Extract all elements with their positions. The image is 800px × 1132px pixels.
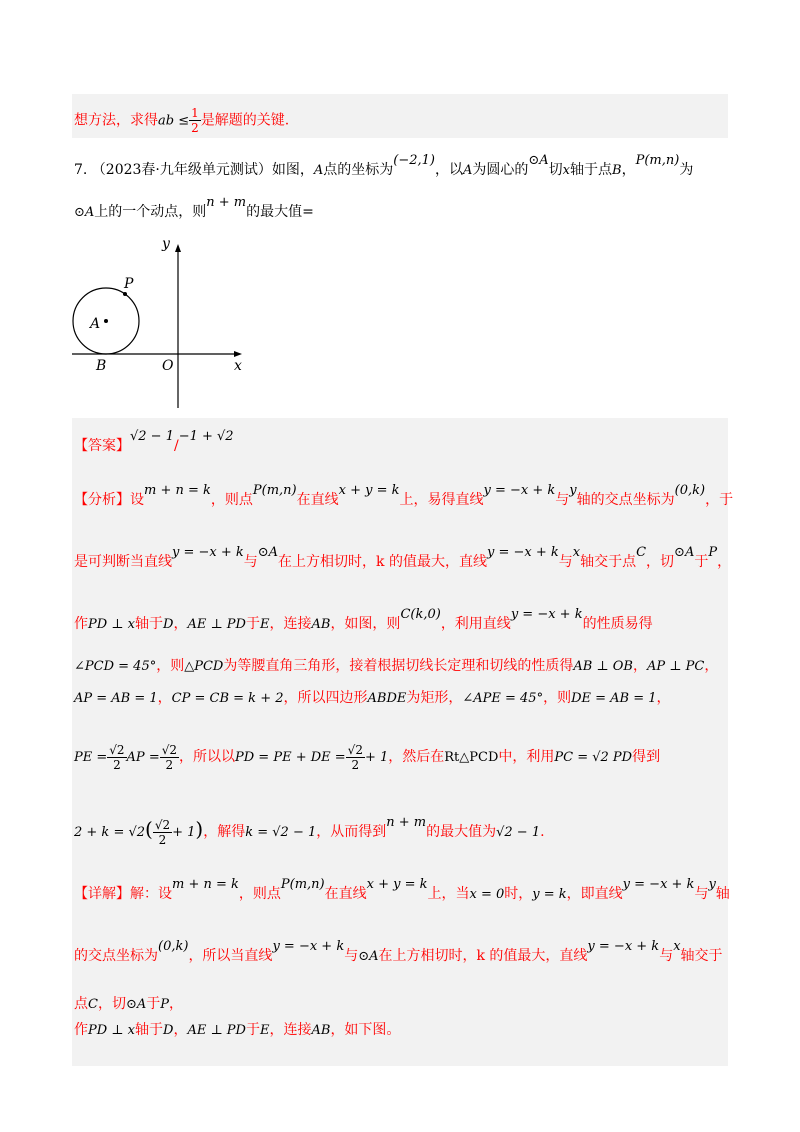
fraction-sqrt2-over-2: $\frac{√2}{2}$ [161,742,177,772]
label-x: x [234,358,242,374]
center-a-dot [104,319,108,323]
analysis-line-7: 2 + k = √2( $\frac{√2}{2}$ + 1)，解得k = √2 − 1，从而得到n + m的最大值为√2 − 1. [74,815,545,847]
label-o: O [162,358,174,374]
detail-line-2: 的交点坐标为(0,k)，所以当直线y = −x + k与⊙A在上方相切时，k 的值最大，直线y = −x + k与x轴交于 [74,939,723,964]
fraction-one-half: $\frac{1}{2}$ [191,106,199,135]
analysis-line-1: 【分析】设m + n = k，则点P(m,n)在直线x + y = k上，易得直线y = −x + k与y轴的交点坐标为(0,k)，于 [74,483,734,508]
y-axis-arrow [175,244,181,252]
prev-tail-line: 想方法，求得ab ≤ $\frac{1}{2}$ 是解题的关键. [74,106,290,135]
analysis-line-4: ∠PCD = 45°，则△PCD为等腰直角三角形，接着根据切线长定理和切线的性质得AB ⊥ OB，AP ⊥ PC， [74,658,719,674]
answer-tag: 【答案】 [74,438,130,454]
detail-tag: 【详解】 [74,886,130,902]
detail-line-3: 点C，切⊙A于P， [74,996,183,1012]
analysis-line-5: AP = AB = 1，CP = CB = k + 2，所以四边形ABDE为矩形，∠APE = 45°，则DE = AB = 1， [74,690,671,706]
detail-line-1: 【详解】解：设m + n = k，则点P(m,n)在直线x + y = k上，当x = 0时，y = k，即直线y = −x + k与y轴 [74,877,730,902]
fraction-sqrt2-over-2: $\frac{√2}{2}$ [109,742,125,772]
point-p-dot [123,292,127,296]
fraction-sqrt2-over-2: $\frac{√2}{2}$ [347,742,363,772]
label-p: P [124,276,134,292]
analysis-tag: 【分析】 [74,492,130,508]
analysis-line-2: 是可判断当直线y = −x + k与⊙A在上方相切时，k 的值最大，直线y = −x + k与x轴交于点C，切⊙A于P， [74,545,732,570]
coordinate-figure [66,232,256,414]
question-line-2: ⊙A上的一个动点，则n + m的最大值= [74,195,314,220]
question-line-1: 7. （2023春·九年级单元测试）如图，A点的坐标为(−2,1)，以A为圆心的⊙A切x轴于点B，P(m,n)为 [74,153,694,178]
label-y: y [162,236,170,252]
x-axis-arrow [234,351,242,357]
analysis-line-3: 作PD ⊥ x轴于D，AE ⊥ PD于E，连接AB，如图，则C(k,0)，利用直线y = −x + k的性质易得 [74,607,653,632]
answer-line: 【答案】√2 − 1/−1 + √2 [74,429,234,454]
fraction-sqrt2-over-2: $\frac{√2}{2}$ [154,817,171,847]
label-a: A [90,316,101,332]
detail-line-4: 作PD ⊥ x轴于D，AE ⊥ PD于E，连接AB，如下图。 [74,1022,401,1038]
analysis-line-6: PE = $\frac{√2}{2}$ AP = $\frac{√2}{2}$ ，所以以PD = PE + DE = $\frac{√2}{2}$ + 1，然后在Rt△PCD中，利用PC = √2 PD得到 [74,742,661,772]
label-b: B [96,358,107,374]
